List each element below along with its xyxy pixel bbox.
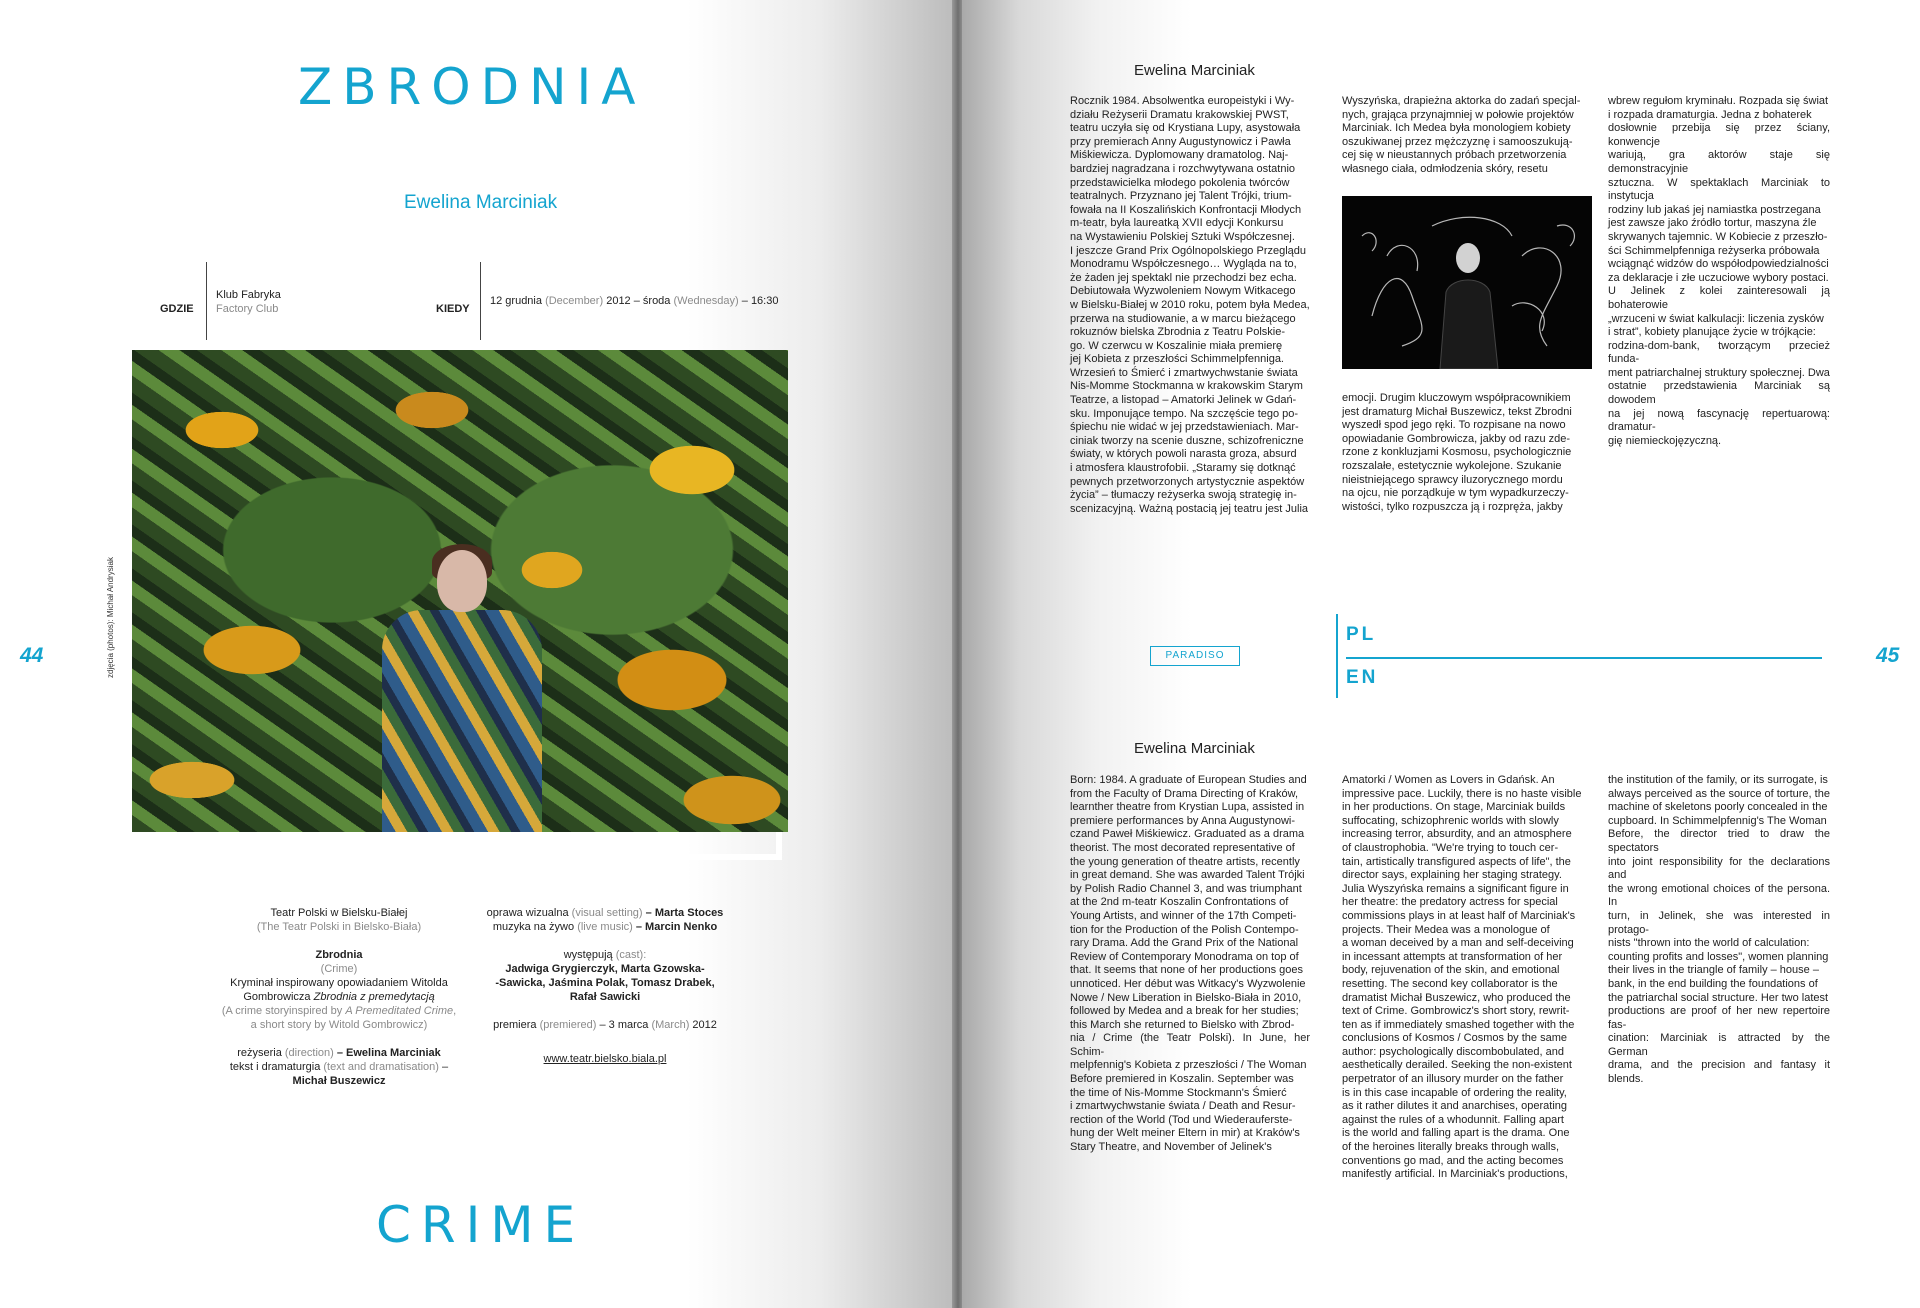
- text-line: counting profits and losses", women planning: [1608, 950, 1829, 963]
- text-line: czand Paweł Miśkiewicz. Graduated as a drama: [1070, 828, 1305, 841]
- theatre-name-en: (The Teatr Polski in Bielsko-Biała): [256, 921, 422, 933]
- text-line: conventions go mad, and the acting becomes: [1342, 1154, 1564, 1167]
- text-line: the institution of the family, or its surrogate, is: [1608, 774, 1828, 786]
- text-line: nieistniejącego sprawcy iluzorycznego mordu: [1342, 473, 1563, 486]
- theatre-name: Teatr Polski w Bielsku-Białej: [270, 907, 408, 919]
- author-name: Ewelina Marciniak: [404, 192, 558, 213]
- text-line: go. W czerwcu w Koszalinie miała premierę: [1070, 339, 1283, 352]
- text-line: Debiutowała Wyzwoleniem Nowym Witkacego: [1070, 285, 1296, 298]
- text-line: dramatist Michał Buszewicz, who produced the: [1342, 991, 1571, 1004]
- text-line: resetting. The second key collaborator is the: [1342, 977, 1558, 990]
- play-title-en: (Crime): [320, 963, 358, 975]
- text-line: ten as if immediately smashed together with the: [1342, 1018, 1575, 1031]
- text-line: Nis-Momme Stockmanna w krakowskim Starym: [1070, 380, 1303, 393]
- en-column-2: [1342, 774, 1592, 1182]
- text-line: gię niemieckojęzyczną.: [1608, 434, 1722, 447]
- text-line: Rocznik 1984. Absolwentka europeistyki i Wy-: [1070, 95, 1295, 107]
- text-line: from the Faculty of Drama Directing of Kraków,: [1070, 787, 1299, 800]
- text-line: Before premiered in Koszalin. September was: [1070, 1073, 1294, 1086]
- music-label-en: (live music): [577, 921, 633, 933]
- text-line: suffocating, schizophrenic worlds with slowly: [1342, 814, 1559, 827]
- text-line: scenizacyjną. Ważną postacią jej teatru jest Julia: [1070, 502, 1309, 515]
- text-line: nists "thrown into the world of calculation:: [1608, 937, 1810, 950]
- cast-names: Jadwiga Grygierczyk, Marta Gzowska-: [505, 963, 705, 975]
- photo-credit: zdjęcia (photos): Michał Andrysiak: [106, 557, 115, 678]
- text-line: drama, and the precision and fantasy it blends.: [1608, 1059, 1830, 1086]
- pl-heading: Ewelina Marciniak: [1134, 62, 1255, 79]
- production-photo: [132, 350, 788, 832]
- text-line: wciągnąć widzów do współodpowiedzialności: [1608, 258, 1829, 271]
- text-line: cination: Marciniak is attracted by the German: [1608, 1032, 1830, 1058]
- visual-name: – Marta Stoces: [645, 907, 724, 919]
- text-line: jej Kobieta z przeszłości Schimmelpfenniga.: [1070, 353, 1284, 366]
- play-desc: Gombrowicza: [243, 991, 311, 1003]
- text-line: turn, in Jelinek, she was interested in protago-: [1608, 909, 1830, 936]
- text-line: is the world and falling apart is the drama. One: [1342, 1127, 1570, 1140]
- text-line: „wrzuceni w świat kalkulacji: liczenia zysków: [1608, 312, 1824, 325]
- premiere-date: – 3 marca: [599, 1019, 649, 1031]
- credits-left: [214, 906, 464, 1102]
- text-line: the time of Nis-Momme Stockmann's Śmierć: [1070, 1086, 1287, 1099]
- visual-label-en: (visual setting): [571, 907, 643, 919]
- text-line: jest zawsze jako źródło tortur, maszyna źle: [1608, 217, 1817, 230]
- text-line: a woman deceived by a man and self-deceiving: [1342, 937, 1574, 950]
- text-line: wyszedł spod jego ręki. To rozpisane na nowo: [1342, 419, 1566, 432]
- text-line: Stary Theatre, and November of Jelinek's: [1070, 1141, 1272, 1154]
- dramaturg-name: Michał Buszewicz: [292, 1075, 386, 1087]
- figure-head: [437, 550, 487, 612]
- date-text-en: (December): [545, 295, 604, 307]
- event-date: [490, 295, 778, 307]
- text-line: tion for the Production of the Polish Contempo-: [1070, 923, 1299, 936]
- text-line: Wrzesień to Śmierć i zmartwychwstanie świata: [1070, 366, 1298, 379]
- text-line: in her productions. On stage, Marciniak builds: [1342, 801, 1566, 814]
- text-line: always perceived as the source of torture, the: [1608, 787, 1830, 800]
- text-line: against the rules of a whodunnit. Falling apart: [1342, 1113, 1564, 1126]
- text-line: conclusions of Kosmos / Cosmos by the same: [1342, 1032, 1567, 1045]
- cast-names: Rafał Sawicki: [569, 991, 641, 1003]
- text-line: tain, artistically transfigured aspects of life", the: [1342, 855, 1571, 868]
- lang-en[interactable]: EN: [1346, 667, 1379, 688]
- text-line: teatru uczyła się od Krystiana Lupy, asystowała: [1070, 122, 1301, 135]
- text-line: rzone z konkluzjami Kosmosu, psychologicznie: [1342, 446, 1572, 459]
- en-column-1: [1070, 774, 1310, 1155]
- play-desc-en: a short story by Witold Gombrowicz): [250, 1019, 428, 1031]
- pl-column-2-top: [1342, 95, 1592, 177]
- text-line: przedstawicielka młodego pokolenia twórców: [1070, 176, 1290, 189]
- text-line: i strat”, kobiety planujące życie w trójkącie:: [1608, 326, 1816, 339]
- text-line: sku. Imponujące tempo. Na szczęście tego po-: [1070, 407, 1299, 420]
- text-line: na jej nową fascynację repertuarową: dramatur-: [1608, 407, 1830, 434]
- text-line: przerwa na studiowanie, a w marcu bieżącego: [1070, 312, 1296, 325]
- text-line: rokuznów bielska Zbrodnia z Teatru Polskie-: [1070, 326, 1286, 339]
- text-line: skrywanych tajemnic. W Kobiecie z przeszło-: [1608, 230, 1828, 243]
- cast-label: występują: [563, 949, 613, 961]
- text-line: text of Crime. Gombrowicz's short story, rewrit-: [1342, 1005, 1570, 1018]
- en-heading: Ewelina Marciniak: [1134, 740, 1255, 757]
- pl-column-2-bottom: [1342, 392, 1592, 514]
- play-desc-en: ,: [453, 1005, 457, 1017]
- text-line: body, rejuvenation of the skin, and emotional: [1342, 964, 1560, 977]
- text-line: I jeszcze Grand Prix Ogólnopolskiego Przeglądu: [1070, 244, 1307, 257]
- text-line: bardziej nagradzana i rozchwytywana ostatnio: [1070, 162, 1296, 175]
- text-line: za deklaracje i złe uczuciowe wybory postaci.: [1608, 271, 1829, 284]
- text-line: rodziny lub jakaś jej namiastka postrzegana: [1608, 203, 1821, 216]
- cast-names: -Sawicka, Jaśmina Polak, Tomasz Drabek,: [495, 977, 715, 989]
- section-badge: PARADISO: [1150, 646, 1240, 666]
- text-line: Nowe / New Liberation in Bielsko-Biała in 2010,: [1070, 991, 1302, 1004]
- text-line: impressive pace. Luckily, there is no haste visible: [1342, 787, 1582, 800]
- text-label-en: (text and dramatisation): [323, 1061, 439, 1073]
- text-line: Wyszyńska, drapieżna aktorka do zadań specjal-: [1342, 95, 1581, 107]
- text-line: Miśkiewicza. Dyplomowany dramatolog. Naj-: [1070, 149, 1289, 162]
- text-line: teatralnych. Przyznano jej Talent Trójki, trium-: [1070, 190, 1292, 203]
- text-line: Teatrze, a listopad – Amatorki Jelinek w Gdań-: [1070, 394, 1297, 407]
- text-line: na Wystawieniu Polskiej Sztuki Współczesnej.: [1070, 230, 1295, 243]
- text-line: opowiadanie Gombrowicza, jakby od razu zde-: [1342, 432, 1571, 445]
- text-line: Amatorki / Women as Lovers in Gdańsk. An: [1342, 774, 1555, 786]
- music-label: muzyka na żywo: [492, 921, 575, 933]
- text-line: of claustrophobia. "We're trying to touch cer-: [1342, 841, 1559, 854]
- venue-name-en: Factory Club: [216, 303, 279, 315]
- text-line: m-teatr, była laureatką XVII edycji Konkursu: [1070, 217, 1284, 230]
- director-name: – Ewelina Marciniak: [336, 1047, 441, 1059]
- premiere-year: 2012: [692, 1019, 717, 1031]
- text-line: Before, the director tried to draw the spectators: [1608, 828, 1830, 854]
- direction-label-en: (direction): [284, 1047, 334, 1059]
- event-time: – 16:30: [741, 295, 779, 307]
- text-line: commissions plays in at least half of Marciniak's: [1342, 909, 1576, 922]
- text-line: i zmartwychwstanie świata / Death and Resur-: [1070, 1100, 1296, 1113]
- en-column-3: [1608, 774, 1830, 1087]
- text-line: Marciniak. Ich Medea była monologiem kobiety: [1342, 122, 1571, 135]
- play-desc-en: (A crime storyinspired by: [221, 1005, 343, 1017]
- text-line: is in this case incapable of ordering the reality,: [1342, 1086, 1567, 1099]
- text-line: sztuczna. W spektaklach Marciniak to instytucja: [1608, 176, 1830, 203]
- text-line: oszukiwanej przez mężczyznę i samooszukują-: [1342, 135, 1573, 148]
- text-line: rozszalałe, estetycznie wykolejone. Szukanie: [1342, 459, 1562, 472]
- left-page: [0, 0, 954, 1308]
- text-line: their lives in the triangle of family – house –: [1608, 964, 1819, 977]
- text-label: tekst i dramaturgia: [229, 1061, 321, 1073]
- text-line: rary Drama. Add the Grand Prix of the National: [1070, 937, 1299, 950]
- text-line: in incessant attempts at transformation of her: [1342, 950, 1563, 963]
- text-line: pewnych przetworzonych artystycznie aspektów: [1070, 475, 1305, 488]
- text-line: cej się w nieustannych próbach przetworzenia: [1342, 149, 1567, 162]
- bw-photo-art: [1342, 196, 1592, 369]
- play-desc: Kryminał inspirowany opowiadaniem Witolda: [230, 977, 448, 989]
- text-line: hung der Welt meiner Eltern in mir) at Kraków's: [1070, 1127, 1300, 1140]
- text-line: director says, explaining her staging strategy.: [1342, 869, 1562, 882]
- text-line: aesthetically derailed. Seeking the non-existent: [1342, 1059, 1572, 1072]
- text-line: the wrong emotional choices of the persona. In: [1608, 882, 1830, 909]
- text-line: Review of Contemporary Monodrama on top of: [1070, 950, 1299, 963]
- text-line: learnther theatre from Krystian Lupa, assisted in: [1070, 801, 1305, 814]
- text-line: premiere performances by Anna Augustynowi-: [1070, 814, 1296, 827]
- text-line: projects. Their Medea was a monologue of: [1342, 923, 1550, 936]
- text-line: this March she returned to Bielsko with Zbrod-: [1070, 1018, 1295, 1031]
- text-line: productions are proof of her new repertoire fas-: [1608, 1005, 1830, 1031]
- text-line: własnego ciała, odmłodzenia skóry, resetu: [1342, 162, 1548, 175]
- text-line: fowała na II Koszalińskich Konfrontacji Młodych: [1070, 203, 1302, 216]
- text-line: ciniak tworzy na scenie duszne, schizofreniczne: [1070, 434, 1304, 447]
- text-line: into joint responsibility for the declarations and: [1608, 855, 1830, 882]
- cast-label-en: (cast):: [615, 949, 647, 961]
- direction-label: reżyseria: [237, 1047, 282, 1059]
- text-line: Young Artists, and winner of the 17th Competi-: [1070, 909, 1297, 922]
- text-line: dosłownie przebija się przez ściany, konwencje: [1608, 122, 1830, 148]
- text-line: i rozpada dramaturgia. Jedna z bohaterek: [1608, 108, 1812, 121]
- text-line: the patriarchal social structure. Her two latest: [1608, 991, 1829, 1004]
- play-desc-en: A Premeditated Crime: [345, 1005, 454, 1017]
- section-line: [1346, 657, 1822, 659]
- text-line: at the 2nd m-teatr Koszalin Confrontations of: [1070, 896, 1289, 909]
- text-line: emocji. Drugim kluczowym współpracownikiem: [1342, 392, 1571, 404]
- text-line: that. It seems that none of her productions goes: [1070, 964, 1303, 977]
- text-line: increasing terror, absurdity, and an atmosphere: [1342, 828, 1572, 841]
- lang-pl[interactable]: PL: [1346, 624, 1377, 645]
- text-line: jest dramaturg Michał Buszewicz, tekst Zbrodni: [1342, 405, 1572, 418]
- where-label: GDZIE: [160, 303, 194, 315]
- text-line: światy, w których powoli narasta groza, absurd: [1070, 448, 1297, 461]
- text-line: by Polish Radio Channel 3, and was triumphant: [1070, 882, 1302, 895]
- text-line: przy premierach Anny Augustynowicz i Pawła: [1070, 135, 1291, 148]
- day-text-en: (Wednesday): [673, 295, 739, 307]
- theatre-link[interactable]: www.teatr.bielsko.biala.pl: [543, 1053, 667, 1065]
- text-line: bank, in the end building the foundations of: [1608, 977, 1818, 990]
- text-line: rection of the World (Tod und Wiederauferste-: [1070, 1113, 1293, 1126]
- text-line: Julia Wyszyńska remains a significant figure in: [1342, 882, 1569, 895]
- text-line: Born: 1984. A graduate of European Studies and: [1070, 774, 1307, 786]
- figure-body: [382, 610, 542, 832]
- text-line: i atmosfera klaustrofobii. „Staramy się dotknąć: [1070, 462, 1296, 475]
- text-line: nych, grająca przynajmniej w połowie projektów: [1342, 108, 1574, 121]
- text-line: rodzina-dom-bank, tworzącym przecież funda-: [1608, 339, 1830, 366]
- text-line: unnoticed. Her début was Witkacy's Wyzwolenie: [1070, 977, 1306, 990]
- text-line: her theatre: the predatory actress for special: [1342, 896, 1558, 909]
- text-line: author: psychologically discombobulated, and: [1342, 1045, 1564, 1058]
- premiere-label-en: (premiered): [539, 1019, 597, 1031]
- text-line: the young generation of theatre artists, recently: [1070, 855, 1300, 868]
- page-number-right: 45: [1876, 644, 1900, 667]
- section-divider: [1336, 614, 1338, 698]
- text-line: of the heroines literally breaks through walls,: [1342, 1141, 1560, 1154]
- text-line: ostatnie przedstawienia Marciniak są dowodem: [1608, 380, 1830, 407]
- text-line: wbrew regułom kryminału. Rozpada się świat: [1608, 95, 1829, 107]
- text-dash: –: [442, 1061, 449, 1073]
- when-label: KIEDY: [436, 303, 470, 315]
- actress-figure: [382, 550, 542, 832]
- date-text: 12 grudnia: [490, 295, 542, 307]
- text-line: wariują, gra aktorów staje się demonstracyjnie: [1608, 149, 1830, 175]
- text-line: ment patriarchalnej struktury społecznej. Dwa: [1608, 366, 1830, 379]
- text-line: melpfennig's Kobieta z przeszłości / The Woman: [1070, 1059, 1307, 1072]
- page-number-left: 44: [20, 644, 44, 667]
- pl-column-3: [1608, 95, 1830, 448]
- text-line: theorist. The most decorated representative of: [1070, 841, 1295, 854]
- play-desc: Zbrodnia z premedytacją: [313, 991, 435, 1003]
- text-line: na ojcu, nie porządkuje w tym wypadkurzeczy-: [1342, 487, 1569, 500]
- text-line: followed by Medea and a break for her studies;: [1070, 1005, 1299, 1018]
- music-name: – Marcin Nenko: [635, 921, 718, 933]
- text-line: w Bielsku-Białej w 2010 roku, potem była Medea,: [1070, 298, 1310, 311]
- page-title-en: CRIME: [376, 1196, 586, 1254]
- text-line: perpetrator of an illusory murder on the father: [1342, 1073, 1564, 1086]
- text-line: U Jelinek z kolei zainteresowali ją bohaterowie: [1608, 285, 1830, 311]
- text-line: życia” – tłumaczy reżyserka swoją strategię in-: [1070, 489, 1297, 502]
- credits-right: [478, 906, 732, 1080]
- divider: [480, 262, 481, 340]
- venue-name: Klub Fabryka: [216, 289, 281, 301]
- text-line: in great demand. She was awarded Talent Trójki: [1070, 869, 1305, 882]
- date-year: 2012 – środa: [606, 295, 671, 307]
- text-line: nia / Crime (the Teatr Polski). In June, her Schim-: [1070, 1032, 1310, 1058]
- text-line: śpiechu nie widać w jej przedstawieniach. Mar-: [1070, 421, 1299, 434]
- production-photo-bw: [1342, 196, 1592, 369]
- text-line: manifestly artificial. In Marciniak's productions,: [1342, 1168, 1568, 1181]
- text-line: działu Reżyserii Dramatu krakowskiej PWST,: [1070, 108, 1289, 121]
- text-line: cupboard. In Schimmelpfennig's The Woman: [1608, 814, 1827, 827]
- text-line: Monodramu Współczesnego… Wygląda na to,: [1070, 258, 1297, 271]
- premiere-month-en: (March): [651, 1019, 690, 1031]
- text-line: wistości, tylko rozpuszcza ją i rozpręża, jakby: [1342, 500, 1563, 513]
- divider: [206, 262, 207, 340]
- premiere-label: premiera: [493, 1019, 537, 1031]
- page-title: ZBRODNIA: [298, 58, 646, 116]
- pl-column-1: [1070, 95, 1310, 516]
- text-line: machine of skeletons poorly concealed in the: [1608, 801, 1828, 814]
- visual-label: oprawa wizualna: [486, 907, 569, 919]
- play-title: Zbrodnia: [315, 949, 363, 961]
- text-line: że żaden jej spektakl nie przechodzi bez echa.: [1070, 271, 1297, 284]
- text-line: as it rather dilutes it and anarchises, operating: [1342, 1100, 1568, 1113]
- text-line: ści Schimmelpfenniga reżyserka próbowała: [1608, 244, 1820, 257]
